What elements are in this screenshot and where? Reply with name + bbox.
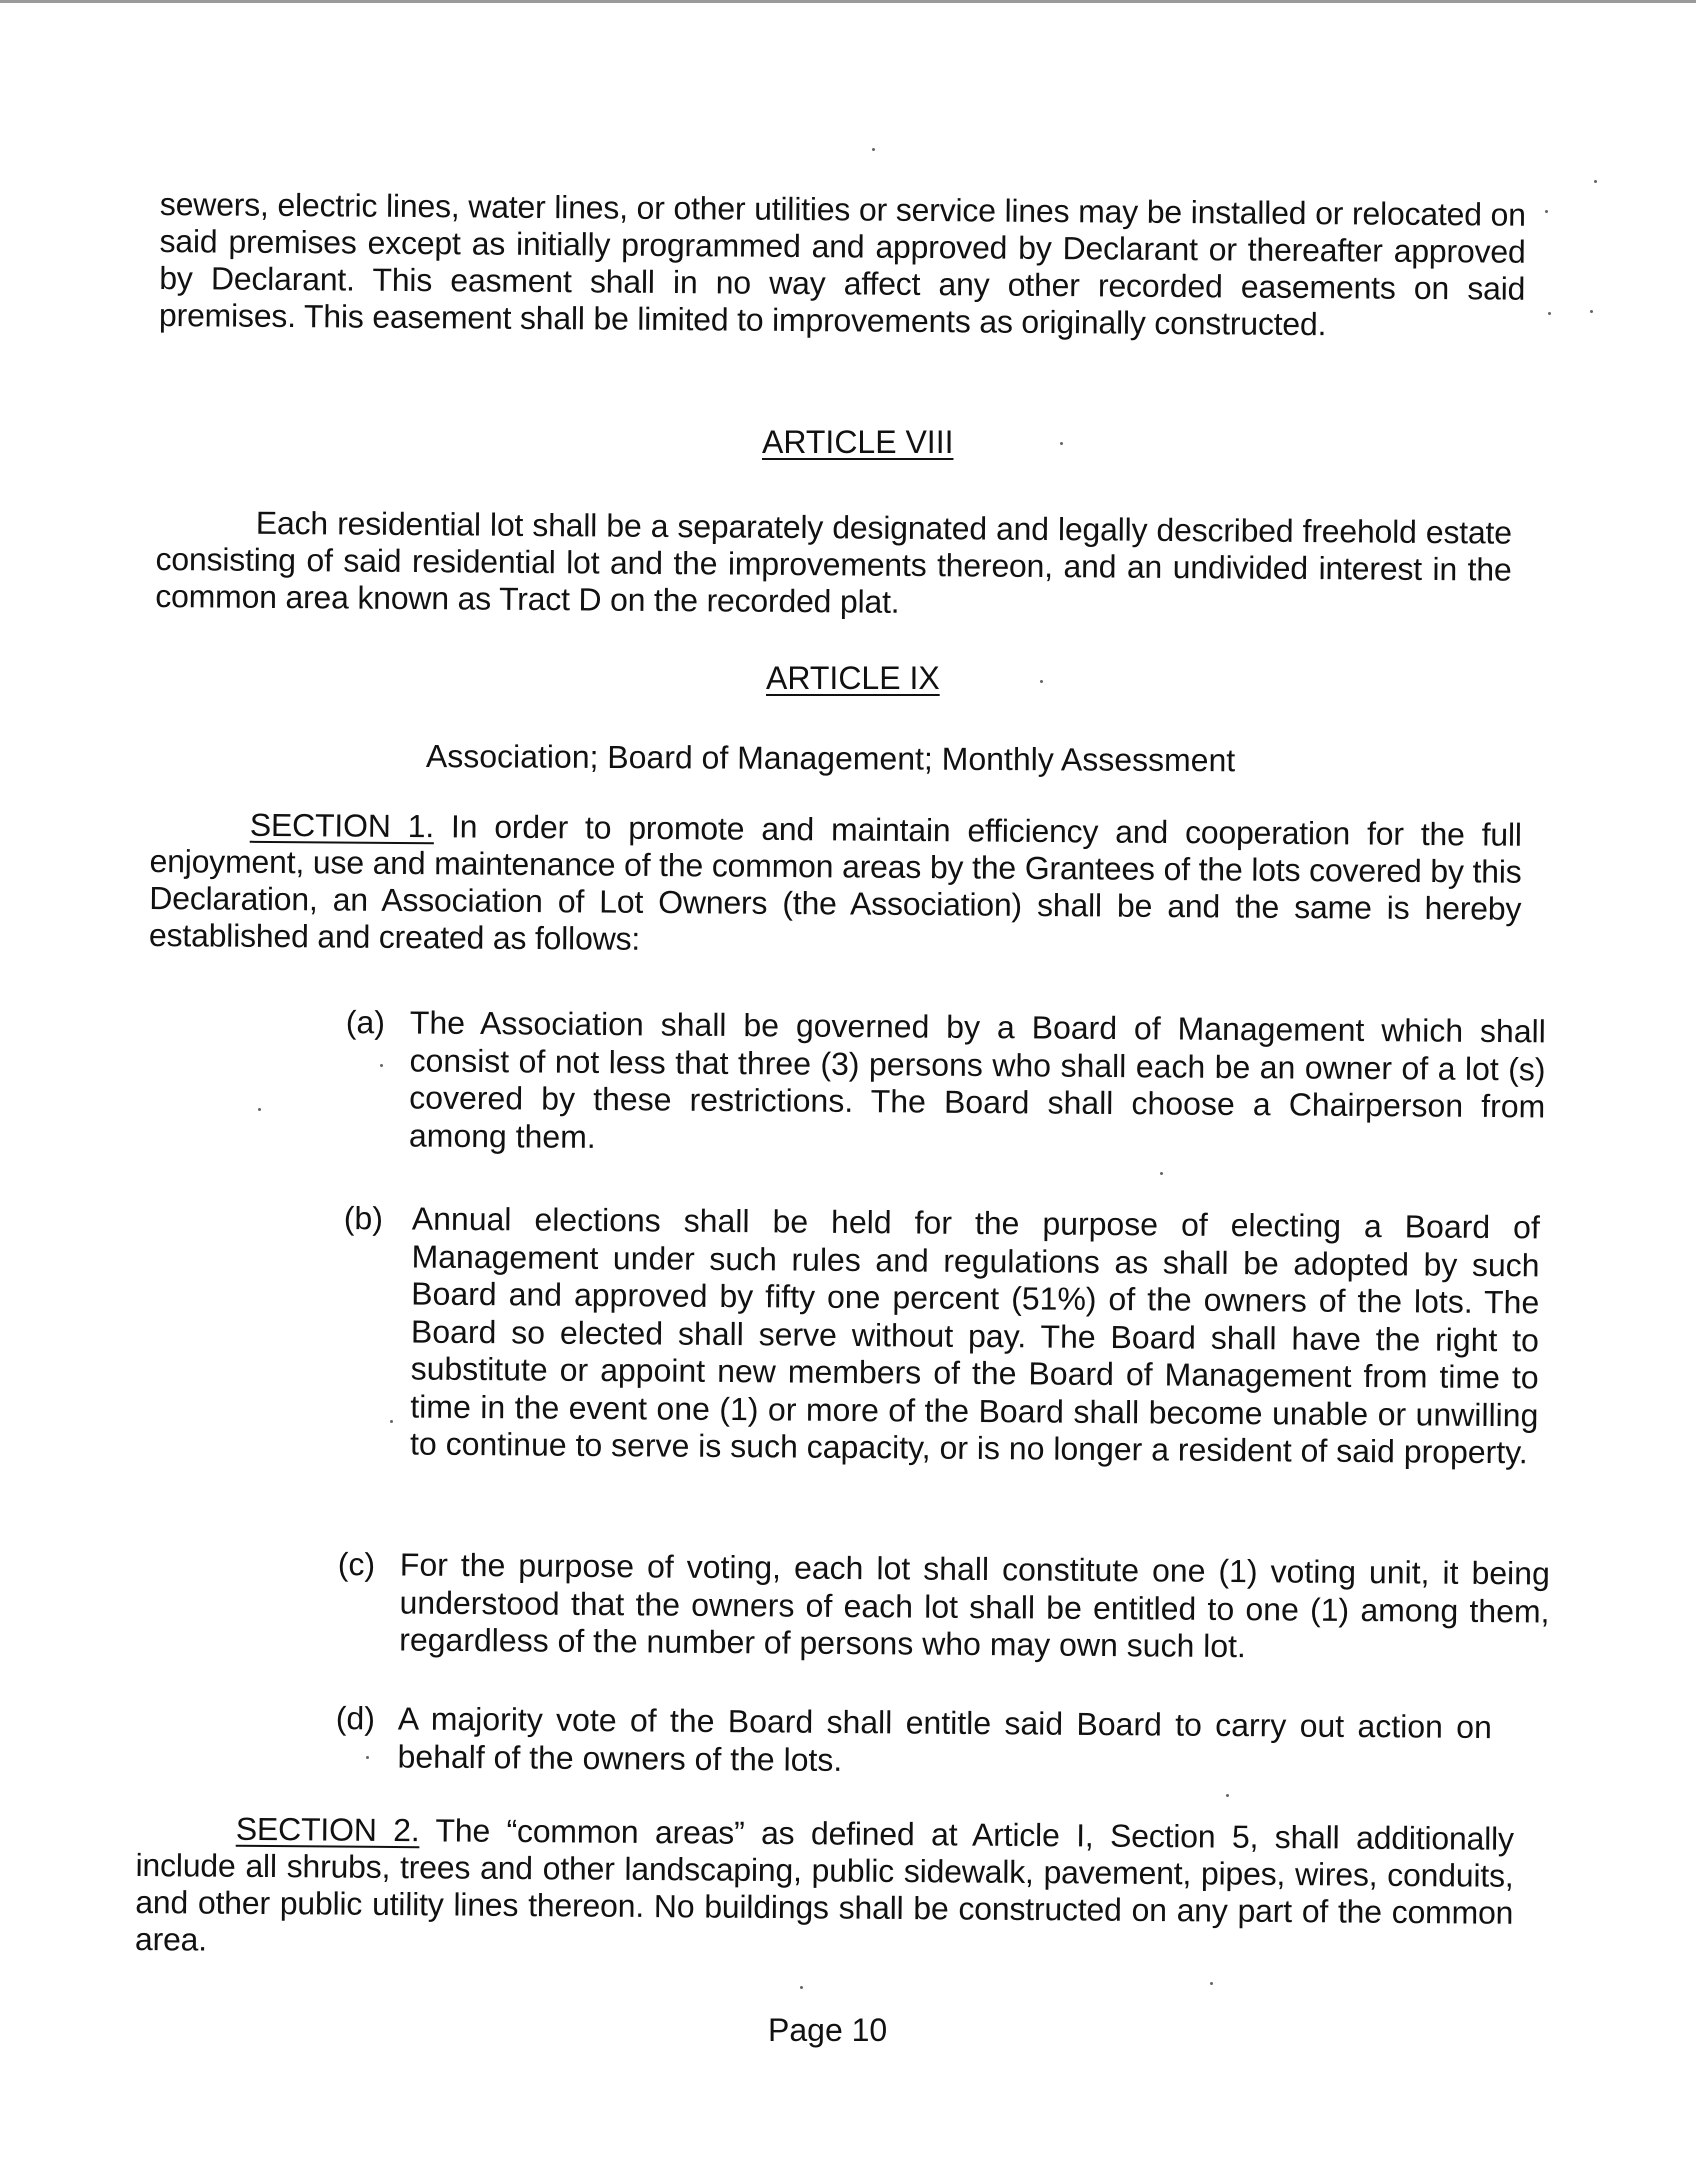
scan-speck (380, 1064, 383, 1067)
scan-speck (872, 148, 875, 151)
scan-speck (390, 1420, 393, 1423)
article-viii-paragraph: Each residential lot shall be a separately designated and legally described freehold estate consisting of said residential lot and the improvements thereon, and an undivided interest in the common area known as Tract D on the recorded plat. (155, 504, 1512, 620)
scan-edge-rule (0, 0, 1696, 3)
section-1-paragraph (149, 806, 1522, 965)
list-item-c (337, 1546, 1550, 1676)
section-1-text: In order to promote and maintain efficiency and cooperation for the full enjoyment, use and maintenance of the common areas by the Grantees of the lots covered by this Declaration, an Association of Lot Owners (the Association) shall be and the same is hereby established and created as follows: (148, 808, 1522, 957)
list-item-marker: (a) (345, 1004, 386, 1041)
list-item-text: Annual elections shall be held for the purpose of electing a Board of Management under such rules and regulations as shall be adopted by such Board and approved by fifty one percent (51%) of the owners of the lots. The Board so elected shall serve without pay. The Board shall have the right to substitute or appoint new members of the Board of Management from time to time in the event one (1) or more of the Board shall become unable or unwilling to continue to serve is such capacity, or is no longer a resident of said property. (409, 1200, 1540, 1471)
article-ix-subheading: Association; Board of Management; Monthly Assessment (425, 738, 1236, 779)
list-item-text: A majority vote of the Board shall entitle said Board to carry out action on behalf of the owners of the lots. (397, 1700, 1492, 1778)
list-item-a (345, 1004, 1546, 1173)
scan-speck (1226, 1794, 1229, 1797)
section-2-text: The “common areas” as defined at Article I, Section 5, shall additionally include all shrubs, trees and other landscaping, public sidewalk, pavement, pipes, wires, conduits, and other public utility lines thereon. No buildings shall be constructed on any part of the common area. (134, 1812, 1514, 1958)
scan-speck (800, 1986, 803, 1989)
section-2-paragraph (135, 1810, 1514, 1969)
scan-speck (258, 1108, 261, 1111)
scan-speck (366, 1756, 369, 1759)
list-item-marker: (b) (343, 1200, 384, 1237)
list-item-b (342, 1200, 1540, 1519)
scan-speck (1040, 680, 1043, 683)
section-2-label: SECTION 2. (235, 1810, 420, 1849)
page-number: Page 10 (768, 2012, 888, 2048)
section-1-label: SECTION 1. (249, 806, 435, 845)
scan-speck (1160, 1172, 1163, 1175)
article-ix-heading: ARTICLE IX (766, 660, 940, 696)
scan-speck (1590, 310, 1593, 313)
scan-speck (1548, 312, 1551, 315)
scan-speck (1594, 180, 1597, 183)
scan-speck (1545, 210, 1548, 213)
list-item-marker: (c) (337, 1546, 376, 1583)
list-item-d (335, 1700, 1492, 1789)
scan-speck (1210, 1982, 1213, 1985)
scan-speck (1060, 442, 1063, 445)
list-item-text: The Association shall be governed by a Board of Management which shall consist of not less that three (3) persons who shall each be an owner of a lot (s) covered by these restrictions. The Board shall choose a Chairperson from among them. (408, 1004, 1546, 1155)
list-item-marker: (d) (335, 1700, 376, 1737)
list-item-text: For the purpose of voting, each lot shall constitute one (1) voting unit, it being understood that the owners of each lot shall be entitled to one (1) among them, regardless of the number of persons who may own such lot. (399, 1546, 1550, 1665)
opening-paragraph: sewers, electric lines, water lines, or other utilities or service lines may be installed or relocated on said premises except as initially programmed and approved by Declarant or thereafter approved by Declarant. This easment shall in no way affect any other recorded easements on said premises. This easement shall be limited to improvements as originally constructed. (158, 186, 1526, 343)
article-viii-heading: ARTICLE VIII (762, 424, 954, 460)
